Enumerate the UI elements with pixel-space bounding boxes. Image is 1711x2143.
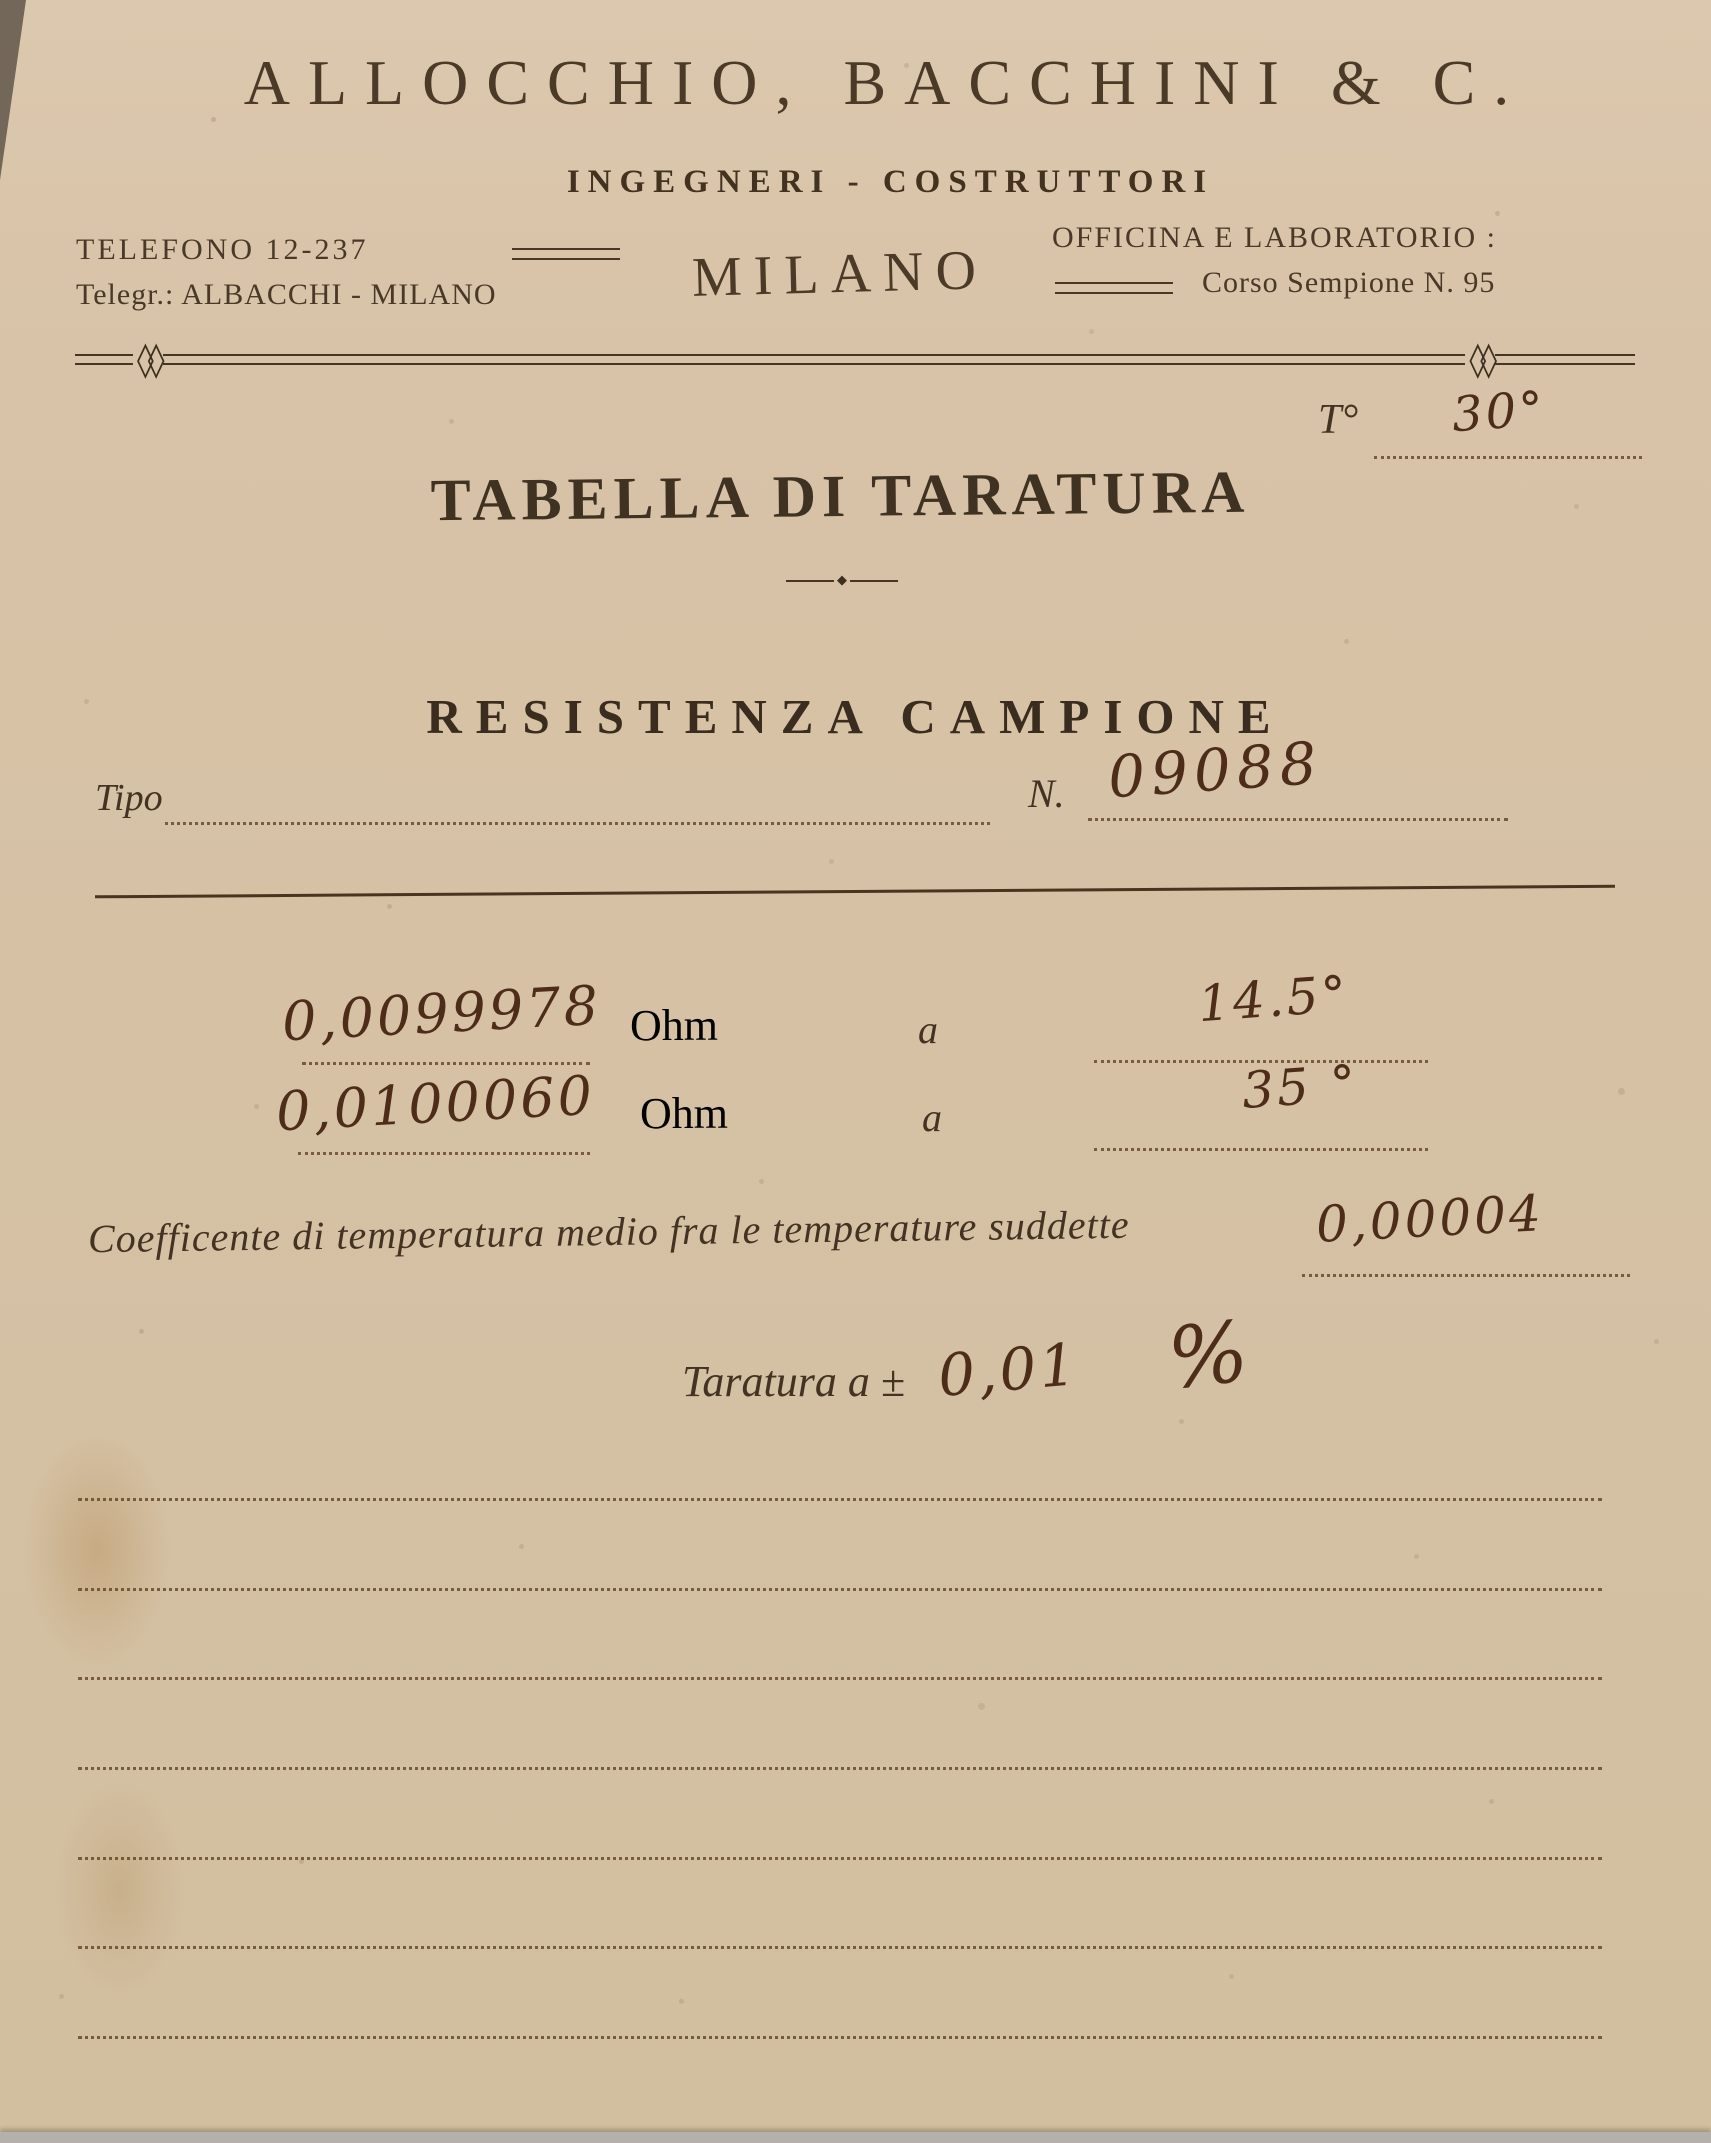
- connector-label: a: [918, 1007, 938, 1052]
- company-name: ALLOCCHIO, BACCHINI & C.: [243, 47, 1528, 118]
- paper-stain: [55, 1780, 185, 2000]
- taratura-label: Taratura a ±: [682, 1357, 906, 1406]
- temperature-value-handwritten: 30°: [1450, 380, 1548, 444]
- blank-dotted-line: [78, 1588, 1602, 1591]
- coefficient-label: Coefficente di temperatura medio fra le temperature suddette: [87, 1201, 1130, 1262]
- coefficient-value-handwritten: 0,00004: [1314, 1184, 1546, 1254]
- blank-dotted-line: [78, 1498, 1602, 1501]
- temperature-label: T°: [1318, 397, 1359, 443]
- scan-desk-edge: [0, 2132, 1711, 2143]
- blank-dotted-line: [78, 1946, 1602, 1949]
- blank-dotted-line: [78, 1857, 1602, 1860]
- unit-label: Ohm: [630, 1001, 718, 1050]
- office-label: OFFICINA E LABORATORIO :: [1052, 221, 1497, 254]
- ornamental-divider: [75, 339, 1635, 380]
- resistance-value-handwritten: 0,0100060: [274, 1063, 597, 1144]
- temperature-dotted-line: [1094, 1148, 1428, 1151]
- value-underline: [298, 1152, 590, 1155]
- telegraph-label: Telegr.: ALBACCHI - MILANO: [76, 278, 497, 311]
- double-rule-left: [512, 248, 620, 260]
- telephone-label: TELEFONO 12-237: [76, 233, 369, 266]
- blank-dotted-line: [78, 1677, 1602, 1680]
- ornament-line: [850, 580, 898, 582]
- office-address: Corso Sempione N. 95: [1202, 266, 1496, 299]
- section-title: RESISTENZA CAMPIONE: [426, 689, 1285, 744]
- coefficient-dotted-line: [1302, 1274, 1630, 1277]
- horizontal-rule: [95, 885, 1615, 899]
- blank-dotted-line: [78, 2036, 1602, 2039]
- blank-dotted-line: [78, 1767, 1602, 1770]
- diamond-ornament-icon: ◊◊: [1469, 339, 1491, 380]
- unit-label: Ohm: [640, 1089, 728, 1138]
- document-title: TABELLA DI TARATURA: [430, 458, 1251, 534]
- city-name: MILANO: [691, 239, 989, 309]
- paper-stain: [22, 1430, 172, 1670]
- divider-segment: [1495, 354, 1635, 365]
- title-ornament: [786, 574, 898, 587]
- measure-temperature-handwritten: 35 °: [1240, 1054, 1361, 1120]
- divider-segment: [75, 354, 133, 365]
- connector-label: a: [922, 1095, 942, 1140]
- number-label: N.: [1028, 771, 1065, 816]
- tolerance-value-handwritten: 0,01: [935, 1329, 1082, 1411]
- serial-number-handwritten: 09088: [1105, 728, 1325, 812]
- value-underline: [302, 1062, 590, 1065]
- scan-edge-corner: [0, 0, 26, 180]
- tipo-label: Tipo: [95, 777, 163, 819]
- double-rule-right: [1055, 282, 1173, 294]
- ornament-line: [786, 580, 834, 582]
- tipo-dotted-line: [165, 822, 990, 825]
- diamond-ornament-icon: ◊◊: [137, 339, 159, 380]
- percent-sign-handwritten: %: [1163, 1301, 1256, 1409]
- divider-segment: [163, 354, 1466, 365]
- diamond-dot-icon: ◆: [837, 573, 847, 588]
- resistance-value-handwritten: 0,0099978: [280, 973, 603, 1054]
- company-subtitle: INGEGNERI - COSTRUTTORI: [566, 164, 1215, 200]
- measure-temperature-handwritten: 14.5°: [1196, 964, 1352, 1034]
- number-dotted-line: [1088, 818, 1508, 821]
